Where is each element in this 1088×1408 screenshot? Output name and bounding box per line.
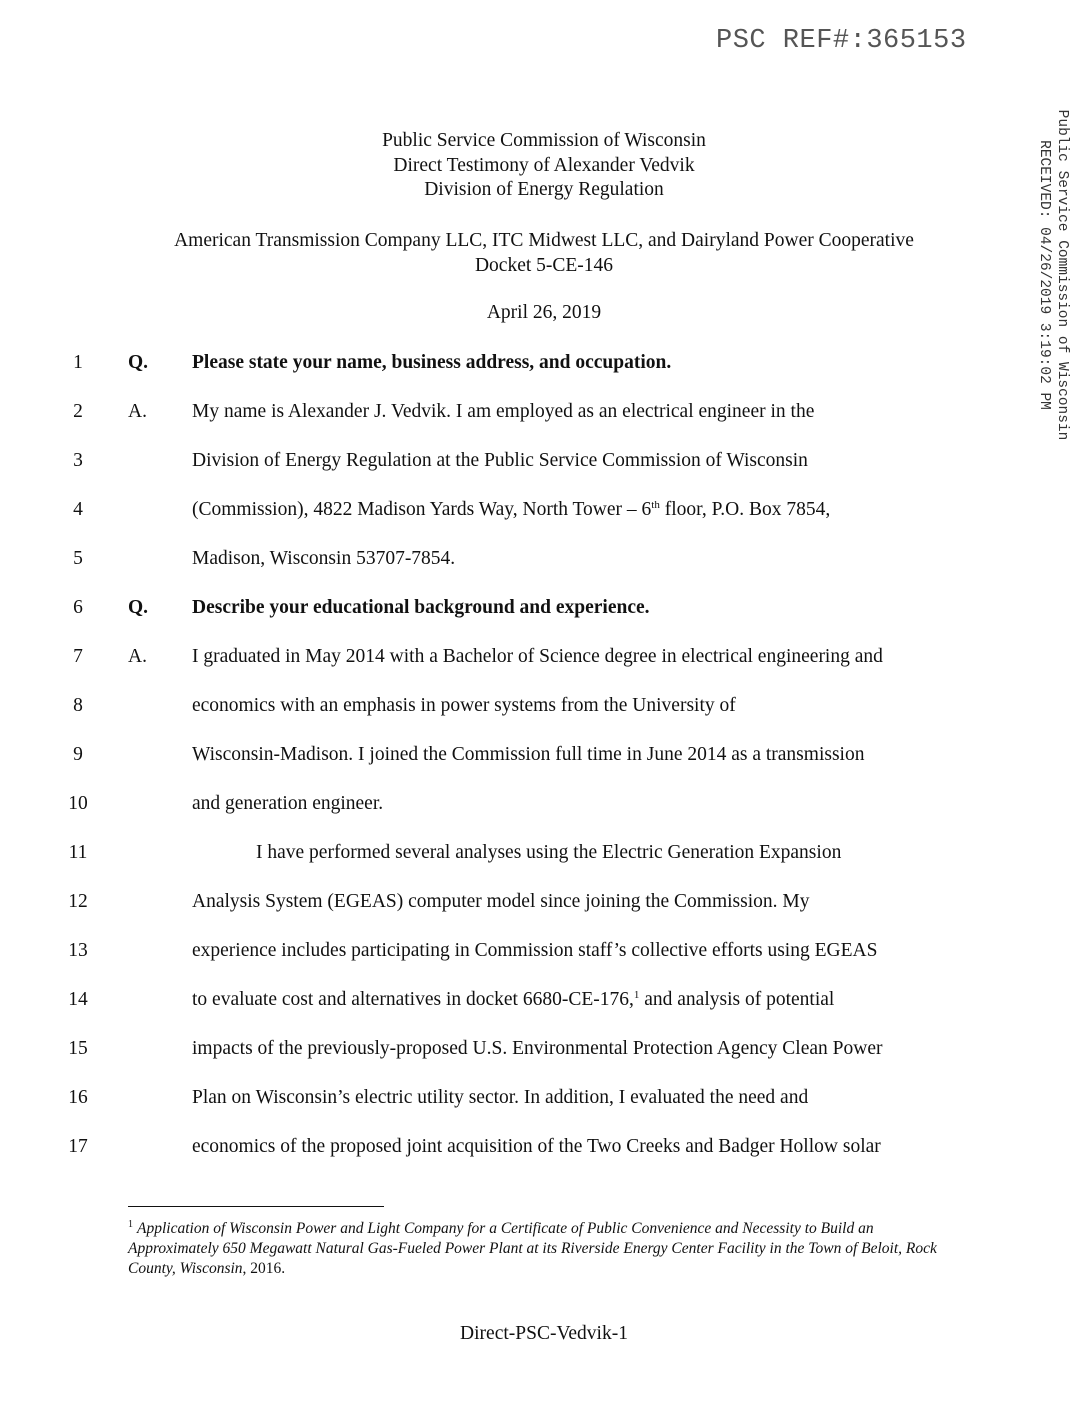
- docket-number: Docket 5-CE-146: [474, 254, 614, 276]
- question-text: Please state your name, business address, and occupation.: [192, 352, 672, 373]
- line-number: 13: [68, 940, 88, 961]
- case-header: [0, 229, 1088, 278]
- page-label: Direct-PSC-Vedvik-1: [460, 1323, 628, 1344]
- answer-text: economics of the proposed joint acquisition of the Two Creeks and Badger Hollow solar: [192, 1136, 881, 1157]
- text-segment: floor, P.O. Box 7854,: [659, 499, 831, 520]
- line-number: 11: [68, 842, 88, 863]
- answer-text: economics with an emphasis in power systems from the University of: [192, 695, 736, 716]
- testimony-line: [0, 1083, 1088, 1113]
- footnote: [128, 1219, 958, 1279]
- answer-text: Madison, Wisconsin 53707-7854.: [192, 548, 456, 569]
- received-stamp-agency: Public Service Commission of Wisconsin: [1054, 109, 1070, 441]
- answer-text: Plan on Wisconsin’s electric utility sector. In addition, I evaluated the need and: [192, 1087, 809, 1108]
- testimony-line: [0, 593, 1088, 623]
- answer-text: [192, 495, 830, 525]
- answer-text: [192, 985, 834, 1015]
- text-segment: and analysis of potential: [639, 989, 835, 1010]
- answer-text: My name is Alexander J. Vedvik. I am employed as an electrical engineer in the: [192, 401, 815, 422]
- footnote-year: , 2016.: [242, 1260, 286, 1277]
- line-number: 3: [73, 450, 83, 471]
- answer-text: impacts of the previously-proposed U.S. Environmental Protection Agency Clean Power: [192, 1038, 883, 1059]
- testimony-line: [0, 691, 1088, 721]
- answer-text: Wisconsin-Madison. I joined the Commission full time in June 2014 as a transmission: [192, 744, 865, 765]
- testimony-line: [0, 1034, 1088, 1064]
- line-number: 7: [73, 646, 83, 667]
- footnote-reference[interactable]: 1: [633, 989, 640, 1001]
- received-stamp-datetime: RECEIVED: 04/26/2019 3:19:02 PM: [1036, 140, 1052, 410]
- text-segment: to evaluate cost and alternatives in docket 6680-CE-176,: [192, 989, 634, 1010]
- testimony-line: [0, 348, 1088, 378]
- question-marker: Q.: [128, 597, 149, 618]
- line-number: 8: [73, 695, 83, 716]
- testimony-line: [0, 985, 1088, 1015]
- line-number: 6: [73, 597, 83, 618]
- line-number: 2: [73, 401, 83, 422]
- answer-text: I graduated in May 2014 with a Bachelor of Science degree in electrical engineering and: [192, 646, 883, 667]
- line-number: 5: [73, 548, 83, 569]
- testimony-line: [0, 887, 1088, 917]
- parties-line: American Transmission Company LLC, ITC Midwest LLC, and Dairyland Power Cooperative: [174, 230, 914, 251]
- superscript: th: [651, 499, 660, 511]
- testimony-line: [0, 740, 1088, 770]
- testimony-line: [0, 789, 1088, 819]
- text-segment: (Commission), 4822 Madison Yards Way, North Tower – 6: [192, 499, 652, 520]
- division-title: Division of Energy Regulation: [424, 179, 664, 200]
- testimony-line: [0, 1132, 1088, 1162]
- line-number: 14: [68, 989, 88, 1010]
- line-number: 12: [68, 891, 88, 912]
- testimony-line: [0, 544, 1088, 574]
- line-number: 9: [73, 744, 83, 765]
- line-number: 17: [68, 1136, 88, 1157]
- question-text: Describe your educational background and experience.: [192, 597, 650, 618]
- date-header: [0, 301, 1088, 326]
- line-number: 15: [68, 1038, 88, 1059]
- line-number: 1: [73, 352, 83, 373]
- line-number: 4: [73, 499, 83, 520]
- line-number: 16: [68, 1087, 88, 1108]
- footnote-text: Application of Wisconsin Power and Light Company for a Certificate of Public Convenience and Necessity to Build an Approximately 650 Megawatt Natural Gas-Fueled Power Plant at its Riverside Energy Center Facility in the Town of Beloit, Rock County, Wisconsin: [128, 1220, 937, 1277]
- answer-text: and generation engineer.: [192, 793, 384, 814]
- testimony-line: [0, 936, 1088, 966]
- answer-text: I have performed several analyses using the Electric Generation Expansion: [256, 842, 842, 863]
- testimony-line: [0, 642, 1088, 672]
- answer-text: experience includes participating in Commission staff’s collective efforts using EGEAS: [192, 940, 878, 961]
- answer-marker: A.: [128, 401, 147, 422]
- footnote-divider: [128, 1206, 384, 1207]
- testimony-line: [0, 446, 1088, 476]
- testimony-line: [0, 838, 1088, 868]
- line-number: 10: [68, 793, 88, 814]
- testimony-line: [0, 397, 1088, 427]
- answer-marker: A.: [128, 646, 147, 667]
- agency-title: Public Service Commission of Wisconsin: [382, 130, 706, 151]
- answer-text: Analysis System (EGEAS) computer model since joining the Commission. My: [192, 891, 810, 912]
- question-marker: Q.: [128, 352, 149, 373]
- answer-text: Division of Energy Regulation at the Public Service Commission of Wisconsin: [192, 450, 808, 471]
- footnote-mark: 1: [128, 1219, 133, 1230]
- document-header: [0, 129, 1088, 203]
- testimony-title: Direct Testimony of Alexander Vedvik: [393, 154, 695, 176]
- psc-reference-stamp: PSC REF#:365153: [716, 26, 967, 56]
- document-date: April 26, 2019: [486, 302, 602, 323]
- testimony-line: [0, 495, 1088, 525]
